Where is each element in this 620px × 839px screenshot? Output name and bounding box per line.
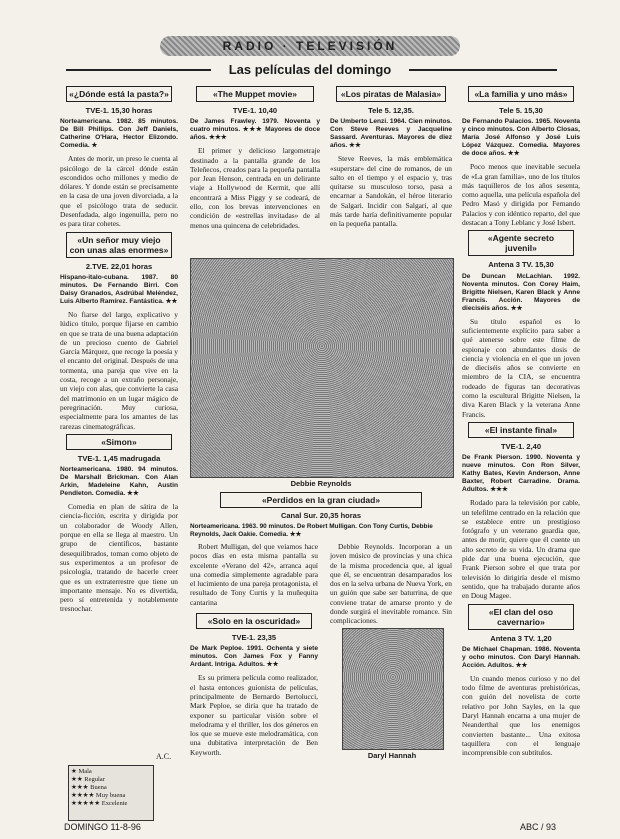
column-3-lower [330, 542, 452, 629]
daryl-hannah-photo [342, 628, 444, 750]
section-title: Las películas del domingo [228, 62, 392, 77]
film-review: Antes de morir, un preso le cuenta al psicólogo de la cárcel dónde están escondidos ocho millones y medio de dólares. Y donde están se precisamente en la casa de una joven divorciada, a la que el psicólogo trata de seducir. Desenfadada, algo ingenuilla, pero no es para tirar cohetes. [60, 154, 178, 229]
column-3 [330, 86, 452, 232]
film-credits: De Frank Pierson. 1990. Noventa y nueve minutos. Con Ron Silver, Kathy Bates, Kevin Anderson, Anne Baxter, Robert Carradine. Drama. Adultos. ★★★ [462, 454, 580, 494]
span-film [190, 492, 452, 543]
rating-item: ★★★★★ Excelente [71, 800, 128, 807]
film-review: No fiarse del largo, explicativo y lúdico título, porque fijarse en cambio en que se trata de una buena adaptación de un precioso cuento de Gabriel García Márquez, que recoge la poesía y el encanto del original. Después de una tormenta, una pareja que vive en la costa, recoge a un extraño personaje, un viejo con alas, que convierte la casa del matrimonio en un lugar mágico de peregrinación. Muy curiosa, especialmente para los amantes de las rarezas cinematográficas. [60, 309, 178, 431]
title-rule-left [66, 69, 211, 71]
channel-time: TVE-1. 23,35 [231, 633, 277, 643]
film-title: «Agente secreto juvenil» [468, 230, 574, 256]
channel-time: TVE-1. 10,40 [232, 106, 278, 115]
film-review: Robert Mulligan, del que veíamos hace pocos días en esta misma pantalla su excelente «Verano del 42», arranca aquí una comedia simplemente agradable para el lucimiento de una pareja protagonista, el resultado de Tony Curtis y la muñequita cantarina [190, 542, 318, 607]
channel-time: Canal Sur. 20,35 horas [280, 511, 362, 520]
signature: A.C. [156, 752, 172, 761]
channel-time: Antena 3 TV. 15,30 [488, 260, 554, 270]
footer-date: DOMINGO 11-8-96 [64, 822, 141, 832]
film-title: «Solo en la oscuridad» [196, 613, 312, 629]
film-title: «Perdidos en la gran ciudad» [220, 492, 422, 508]
rating-legend [68, 765, 154, 821]
film-title: «Los piratas de Malasia» [336, 86, 446, 102]
rating-item: ★★★ Buena [71, 784, 107, 791]
debbie-reynolds-photo [190, 258, 454, 478]
film-credits: De Mark Peploe. 1991. Ochenta y siete minutos. Con James Fox y Fanny Ardant. Intriga. Adultos. ★★ [190, 645, 318, 669]
rating-item: ★ Mala [71, 768, 92, 775]
film-review: Rodado para la televisión por cable, un telefilme centrado en la relación que se establece entre un prestigioso fotógrafo y un veterano guardia que, antes de morir, quiere que él cuente un alto secreto de su vida. Un drama que pide dar una buena ejecución, que Frank Pierson sobre el que trata por televisión lo dirigiría desde el mismo sentido, que ha trabajado durante años en Doug Magee. [462, 498, 580, 601]
film-title: «El clan del oso cavernario» [468, 604, 574, 630]
rating-item: ★★ Regular [71, 776, 105, 783]
column-4 [462, 86, 580, 760]
film-credits: De Michael Chapman. 1986. Noventa y ocho minutos. Con Daryl Hannah. Acción. Adultos. ★★ [462, 645, 580, 669]
channel-time: Tele 5. 12,35. [368, 106, 414, 115]
footer-page: ABC / 93 [520, 822, 557, 832]
film-review: Steve Reeves, la más emblemática «superstar» del cine de romanos, de un salto en el tiempo y el espacio y, tras quitarse su musculoso torso, pasa a encarnar a Sandokán, el héroe literario de Salgari. Incidir con Salgari, al que más tarde haría definitivamente popular en la pequeña pantalla. [330, 154, 452, 229]
column-2-lower [190, 542, 318, 760]
film-review: Poco menos que inevitable secuela de «La gran familia», uno de los títulos más taquilleros de los años sesenta, como aquella, una película española del Pedro Masó y dirigida por Fernando Palacios y con idéntico reparto, del que destacan a Tony Leblanc y José Isbert. [462, 162, 580, 228]
photo-caption: Debbie Reynolds [290, 479, 352, 488]
film-credits: De James Frawley. 1979. Noventa y cuatro minutos. ★★★ Mayores de doce años. ★★★ [190, 118, 320, 142]
film-title: «Un señor muy viejo con unas alas enormes» [66, 232, 172, 258]
film-credits: De Duncan McLachlan. 1992. Noventa minutos. Con Corey Haim, Brigitte Nielsen, Karen Black y Anne Francis. Acción. Mayores de dieciséis años. ★★ [462, 272, 580, 312]
film-title: «The Muppet movie» [196, 86, 314, 102]
film-credits: Norteamericana. 1982. 85 minutos. De Bill Phillips. Con Jeff Daniels, Catherine O'Hara, Hector Elizondo. Comedia. ★ [60, 118, 178, 150]
column-2 [190, 86, 320, 233]
film-review: Su título español es lo suficientemente explícito para saber a qué atenerse sobre este filme de espionaje con abundantes dosis de ciencia y violencia en el que un joven de dieciséis años se convierte en miembro de la CIA, se encuentra rodeado de figuras tan decorativas como la escultural Brigitte Nielsen, la diva Karen Black y la veterana Anne Francis. [462, 316, 580, 419]
film-title: «¿Dónde está la pasta?» [66, 86, 172, 102]
rating-item: ★★★★ Muy buena [71, 792, 126, 799]
film-credits: Norteamericana. 1980. 94 minutos. De Marshall Brickman. Con Alan Arkin, Madeleine Kahn, Austin Pendleton. Comedia. ★★ [60, 466, 178, 498]
channel-time: TVE-1. 1,45 madrugada [77, 453, 161, 463]
film-review-continued: Debbie Reynolds. Incorporan a un joven músico de provincias y una chica de la misma procedencia que, al igual que él, se encuentran desamparados los dos en la selva urbana de Nueva York, en un guión que sabe ser baturrina, de que conviene tratar de amarse pronto y de donde surgirá el inevitable romance. Sin complicaciones. [330, 542, 452, 626]
channel-time: Tele 5. 15,30 [499, 106, 543, 115]
film-credits: De Fernando Palacios. 1965. Noventa y cinco minutos. Con Alberto Closas, María José Alfonso y José Luis López Vázquez. Comedia. Mayores de doce años. ★★ [462, 118, 580, 158]
film-credits: Norteamericana. 1963. 90 minutos. De Robert Mulligan. Con Tony Curtis, Debbie Reynolds, Jack Oakie. Comedia. ★★ [190, 523, 433, 538]
film-credits: De Umberto Lenzi. 1964. Cien minutos. Con Steve Reeves y Jacqueline Sassard. Aventuras. Mayores de diez años. ★★ [330, 118, 452, 150]
channel-time: 2.TVE. 22,01 horas [85, 261, 153, 271]
channel-time: Antena 3 TV. 1,20 [490, 633, 552, 643]
channel-time: TVE-1. 15,30 horas [85, 106, 153, 115]
column-1 [60, 86, 178, 617]
film-review: El primer y delicioso largometraje destinado a la pantalla grande de los Teleñecos, creados para la pequeña pantalla por Jean Henson, centrada en un delirante viaje a Hollywood de Kermit, que allí encontrará a Miss Piggy y se codeará, de ello, con los brevas intervenciones en condición de «estrellas invitadas» de al menos una quincena de celebridades. [190, 146, 320, 230]
film-title: «La familia y uno más» [468, 86, 574, 102]
film-title: «Simon» [66, 434, 172, 450]
film-credits: Hispano-italo-cubana. 1987. 80 minutos. De Fernando Birri. Con Daisy Granados, Asdrúbal Meléndez, Luis Alberto Ramírez. Fantástica. ★★ [60, 273, 178, 305]
film-review: Un cuando menos curioso y no del todo filme de aventuras prehistóricas, con guión del novelista de corte relativo por John Sayles, en la que Daryl Hannah encarna a una mujer de Neanderthal que los enemigos convierten bastante... Una exitosa taquillera con el lenguaje incomprensible con subtítulos. [462, 673, 580, 758]
title-rule-right [409, 69, 557, 71]
film-review: Comedia en plan de sátira de la ciencia-ficción, escrita y dirigida por un colaborador de Woody Allen, porque en ella se llega al maestro. Un grupo de científicos, bastante desequilibrados, toman como objeto de sus experimentos a un profesor de psicología, tratando de hacerle creer que es un extraterrestre que tiene un importante mensaje. No es divertida, pero sí entretenida y notablemente tresnochar. [60, 502, 178, 614]
channel-time: TVE-1. 2,40 [500, 441, 542, 451]
section-banner: RADIO · TELEVISIÓN [160, 36, 460, 56]
film-review: Es su primera película como realizador, el hasta entonces guionista de películas, principalmente de Bernardo Bertolucci, Mark Peploe, se diría que ha tratado de exponer su particular visión sobre el melodrama y el thriller, los dos géneros en los que se mueve este melodramática, con una dubitativa interpretación de Ben Keyworth. [190, 673, 318, 757]
film-title: «El instante final» [468, 422, 574, 438]
photo-caption: Daryl Hannah [367, 751, 417, 760]
